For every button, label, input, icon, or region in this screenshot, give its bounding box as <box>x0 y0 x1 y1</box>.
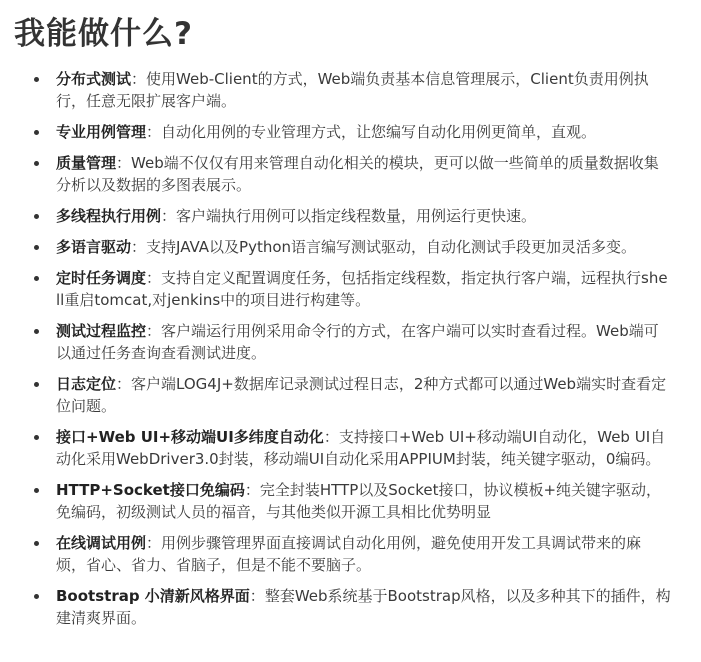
feature-separator: ： <box>116 154 132 172</box>
feature-term: 质量管理 <box>56 154 117 172</box>
feature-item <box>34 585 671 629</box>
feature-term: 接口+Web UI+移动端UI多纬度自动化 <box>56 428 324 446</box>
feature-item <box>34 373 671 417</box>
feature-separator: ： <box>146 322 162 340</box>
bullet-icon <box>34 276 39 281</box>
feature-term: 定时任务调度 <box>56 269 147 287</box>
feature-description: 自动化用例的专业管理方式，让您编写自动化用例更简单，直观。 <box>161 123 597 141</box>
feature-description: 支持接口+Web UI+移动端UI自动化，Web UI自动化采用WebDriver3.0封装，移动端UI自动化采用APPIUM封装，纯关键字驱动，0编码。 <box>56 428 666 468</box>
feature-term: 在线调试用例 <box>56 534 147 552</box>
bullet-icon <box>34 130 39 135</box>
bullet-icon <box>34 245 39 250</box>
feature-item <box>34 320 671 364</box>
feature-separator: ： <box>131 70 147 88</box>
feature-separator: ： <box>146 269 162 287</box>
feature-separator: ： <box>146 123 162 141</box>
feature-separator: ： <box>116 375 132 393</box>
bullet-icon <box>34 488 39 493</box>
feature-item <box>34 426 671 470</box>
feature-item <box>34 267 671 311</box>
feature-description: 用例步骤管理界面直接调试自动化用例，避免使用开发工具调试带来的麻烦，省心、省力、省脑子，但是不能不要脑子。 <box>56 534 642 574</box>
feature-item <box>34 152 671 196</box>
feature-term: 专业用例管理 <box>56 123 147 141</box>
feature-term: HTTP+Socket接口免编码 <box>56 481 245 499</box>
feature-description: 客户端运行用例采用命令行的方式，在客户端可以实时查看过程。Web端可以通过任务查询查看测试进度。 <box>56 322 659 362</box>
feature-separator: ： <box>146 534 162 552</box>
bullet-icon <box>34 214 39 219</box>
feature-item <box>34 479 671 523</box>
feature-separator: ： <box>323 428 339 446</box>
feature-description: Web端不仅仅有用来管理自动化相关的模块，更可以做一些简单的质量数据收集分析以及数据的多图表展示。 <box>56 154 659 194</box>
feature-description: 客户端执行用例可以指定线程数量，用例运行更快速。 <box>176 207 537 225</box>
feature-term: Bootstrap 小清新风格界面 <box>56 587 250 605</box>
feature-item <box>34 532 671 576</box>
bullet-icon <box>34 435 39 440</box>
feature-description: 完全封装HTTP以及Socket接口，协议模板+纯关键字驱动，免编码，初级测试人员的福音，与其他类似开源工具相比优势明显 <box>56 481 662 521</box>
page-title: 我能做什么? <box>14 16 193 52</box>
bullet-icon <box>34 594 39 599</box>
bullet-icon <box>34 382 39 387</box>
feature-item <box>34 236 671 258</box>
feature-item <box>34 68 671 112</box>
feature-term: 多线程执行用例 <box>56 207 162 225</box>
bullet-icon <box>34 541 39 546</box>
bullet-icon <box>34 161 39 166</box>
feature-item <box>34 121 671 143</box>
feature-list <box>14 68 671 629</box>
feature-separator: ： <box>131 238 147 256</box>
feature-separator: ： <box>249 587 265 605</box>
bullet-icon <box>34 77 39 82</box>
feature-term: 多语言驱动 <box>56 238 132 256</box>
feature-separator: ： <box>161 207 177 225</box>
feature-description: 支持JAVA以及Python语言编写测试驱动，自动化测试手段更加灵活多变。 <box>146 238 637 256</box>
feature-term: 测试过程监控 <box>56 322 147 340</box>
feature-item <box>34 205 671 227</box>
feature-description: 整套Web系统基于Bootstrap风格，以及多种其下的插件，构建清爽界面。 <box>56 587 671 627</box>
feature-term: 分布式测试 <box>56 70 132 88</box>
feature-separator: ： <box>244 481 260 499</box>
feature-term: 日志定位 <box>56 375 117 393</box>
bullet-icon <box>34 329 39 334</box>
feature-description: 使用Web-Client的方式，Web端负责基本信息管理展示，Client负责用例执行，任意无限扩展客户端。 <box>56 70 649 110</box>
feature-description: 客户端LOG4J+数据库记录测试过程日志，2种方式都可以通过Web端实时查看定位问题。 <box>56 375 667 415</box>
feature-description: 支持自定义配置调度任务，包括指定线程数，指定执行客户端，远程执行shell重启tomcat,对jenkins中的项目进行构建等。 <box>56 269 668 309</box>
